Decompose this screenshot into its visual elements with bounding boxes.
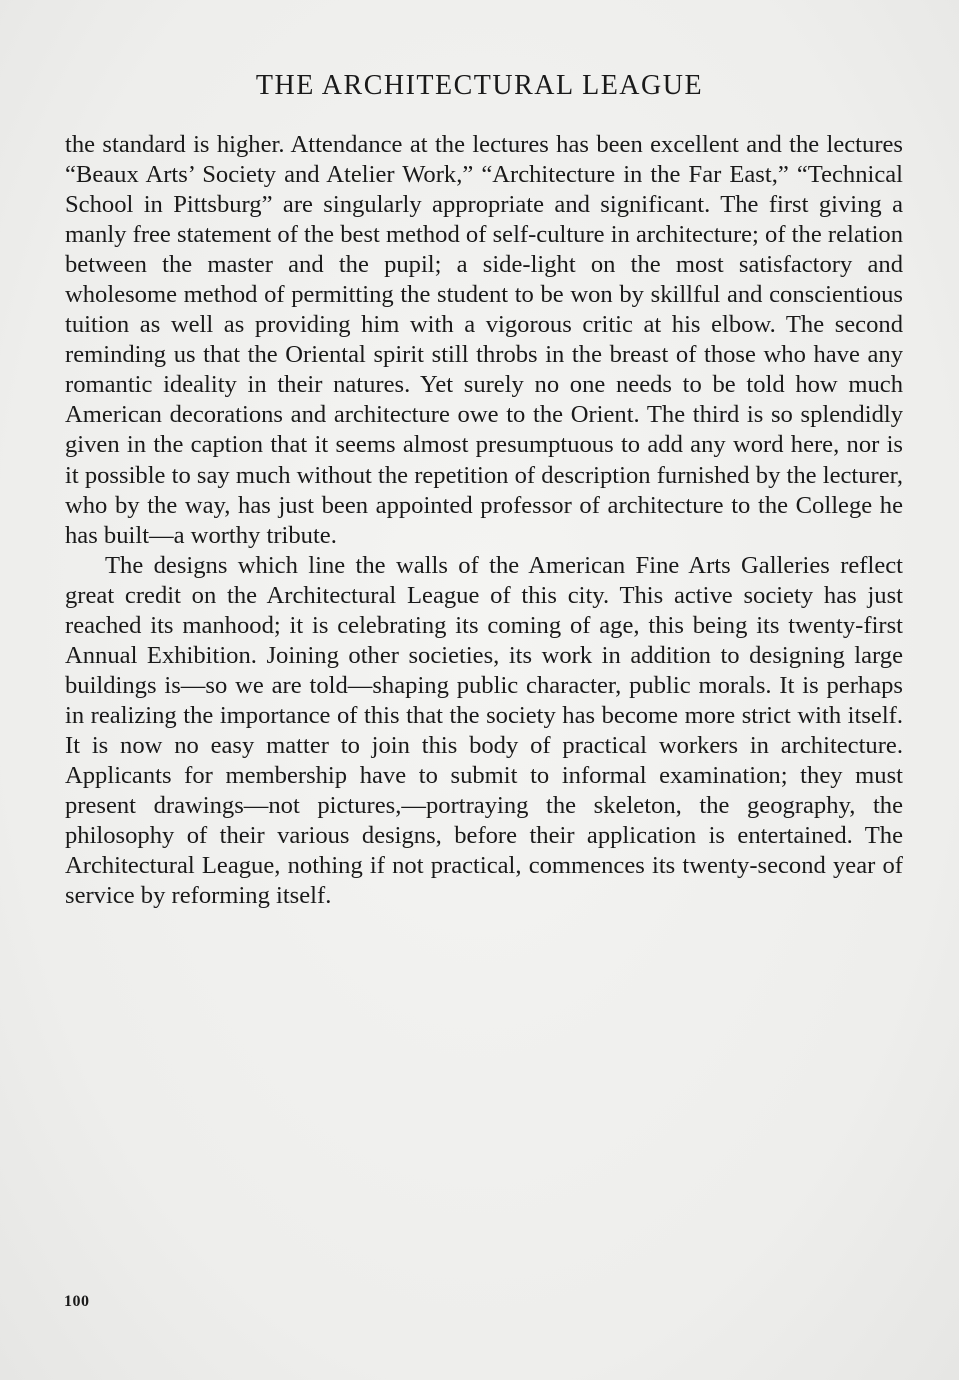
paragraph-continued: the standard is higher. Attendance at the lectures has been excellent and the lectures “Beaux Arts’ Society and Atelier Work,” “Architecture in the Far East,” “Technical School in Pittsburg” are singularly appropriate and significant. The first giving a manly free statement of the best method of self-culture in architecture; of the relation between the master and the pupil; a side-light on the most satisfactory and wholesome method of permitting the student to be won by skillful and conscientious tuition as well as providing him with a vigorous critic at his elbow. The second reminding us that the Oriental spirit still throbs in the breast of those who have any romantic ideality in their natures. Yet surely no one needs to be told how much American decorations and architecture owe to the Orient. The third is so splendidly given in the caption that it seems almost presumptuous to add any word here, nor is it possible to say much without the repetition of description furnished by the lecturer, who by the way, has just been appointed professor of architecture to the College he has built—a worthy tribute. (65, 131, 903, 549)
paragraph-exhibition: The designs which line the walls of the American Fine Arts Galleries reflect great credit on the Architectural League of this city. This active society has just reached its manhood; it is celebrating its coming of age, this being its twenty-first Annual Exhibition. Joining other societies, its work in addition to designing large buildings is—so we are told—shaping public character, public morals. It is perhaps in realizing the importance of this that the society has become more strict with itself. It is now no easy matter to join this body of practical workers in architecture. Applicants for membership have to submit to informal examination; they must present drawings—not pictures,—portraying the skeleton, the geography, the philosophy of their various designs, before their application is entertained. The Architectural League, nothing if not practical, commences its twenty-second year of service by reforming itself. (65, 551, 903, 910)
page-number: 100 (64, 1293, 90, 1310)
running-head: THE ARCHITECTURAL LEAGUE (255, 70, 704, 101)
body-text (65, 130, 903, 911)
